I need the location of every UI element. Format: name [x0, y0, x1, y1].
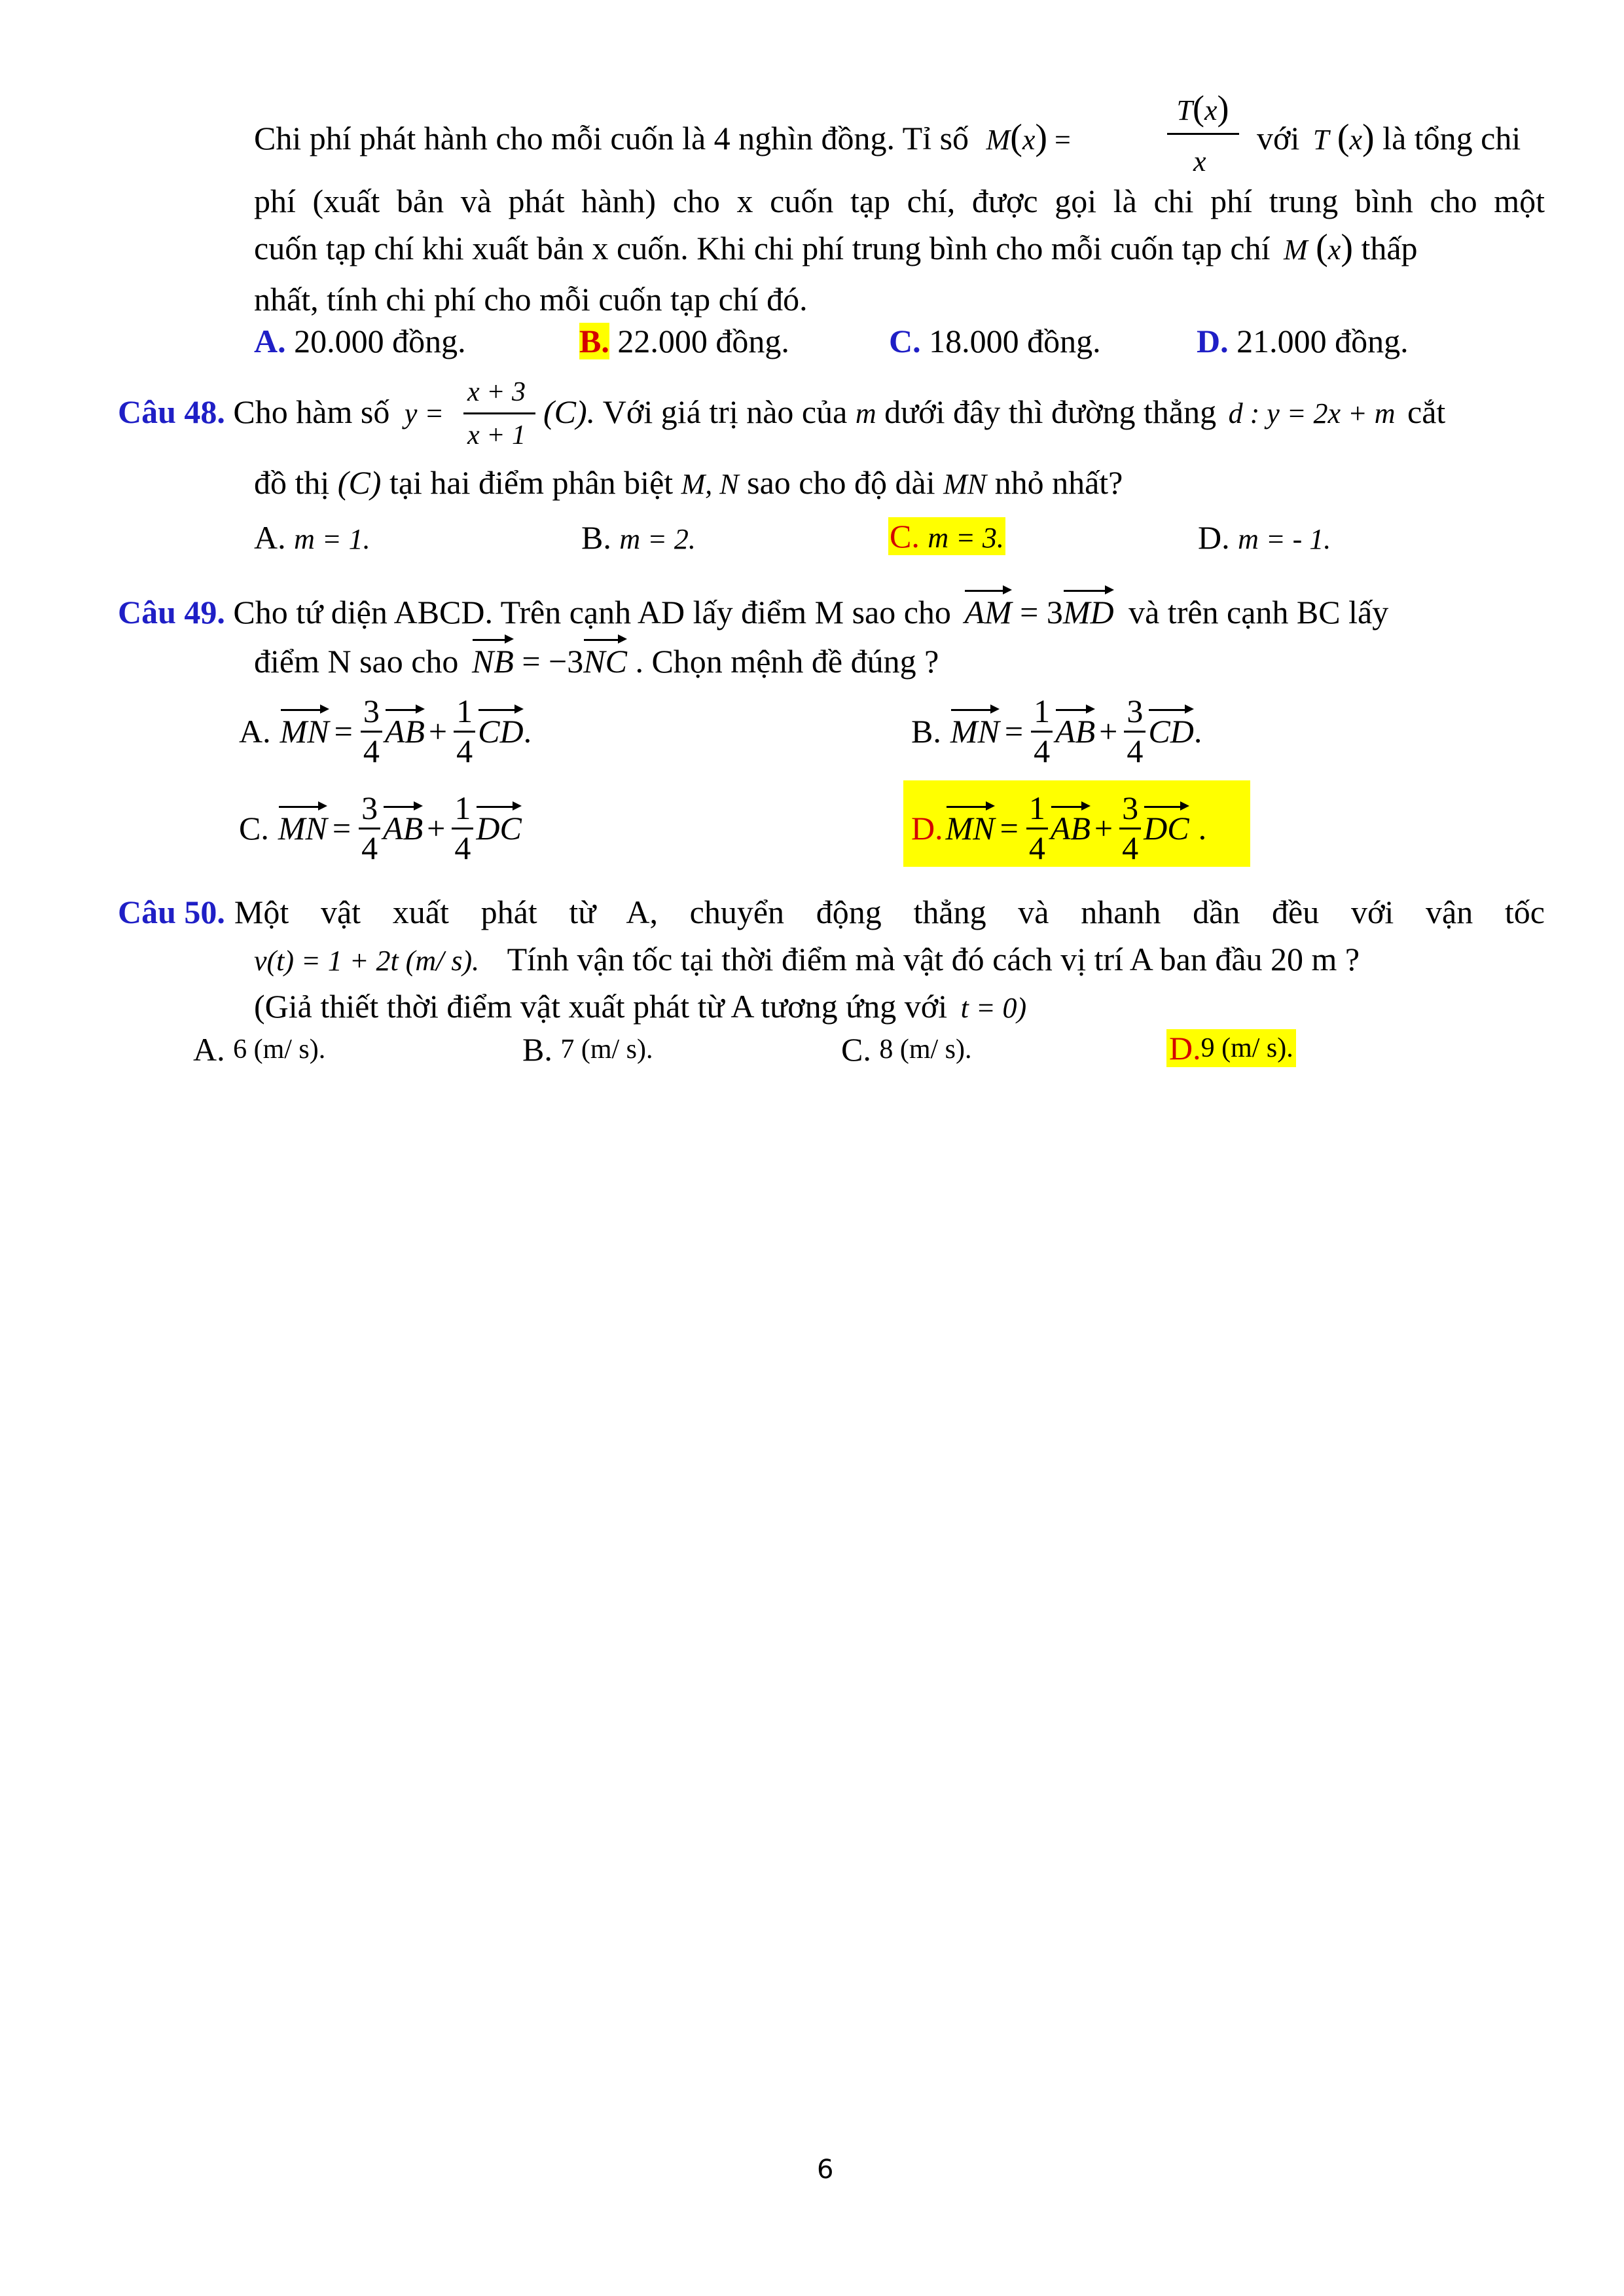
frac-den: 4 [363, 732, 380, 769]
q50-option-a[interactable] [193, 1033, 325, 1066]
q47-line-4: nhất, tính chi phí cho mỗi cuốn tạp chí đó. [254, 281, 808, 318]
fraction [1026, 790, 1048, 867]
option-text: m = 1. [294, 523, 370, 555]
fraction [452, 790, 473, 867]
q47-line-2: phí (xuất bản và phát hành) cho x cuốn tạp chí, được gọi là chi phí trung bình cho một [254, 183, 1545, 219]
q50-line-3 [254, 990, 1026, 1023]
q50-option-d[interactable] [1166, 1029, 1296, 1067]
fraction [359, 790, 380, 867]
option-label: B. [581, 519, 611, 556]
q48-text: dưới đây thì đường thẳng [884, 393, 1217, 430]
q47-text: Chi phí phát hành cho mỗi cuốn là 4 nghìn đồng. Tỉ số [254, 120, 969, 156]
q47-text: với [1257, 120, 1300, 156]
option-text: 20.000 đồng. [294, 323, 466, 359]
vector-term: DC [476, 810, 522, 847]
math-points: M, N [681, 468, 739, 500]
math-T: T [1312, 124, 1329, 156]
q50-line-2 [254, 943, 1360, 975]
q48-text: cắt [1407, 393, 1446, 430]
q47-option-c[interactable] [889, 325, 1101, 357]
frac-num: 1 [452, 790, 473, 829]
q47-frac-den: x [1193, 145, 1206, 177]
q48-option-a[interactable] [254, 521, 370, 554]
q48-text: nhỏ nhất? [994, 464, 1123, 501]
q47-text: thấp [1361, 230, 1418, 266]
fraction [1119, 790, 1141, 867]
math-curve: (C) [337, 464, 382, 501]
option-text: m = 2. [619, 523, 696, 555]
q50-line-1 [118, 896, 1545, 928]
option-label: A. [239, 713, 271, 750]
question-label: Câu 50. [118, 894, 225, 930]
frac-den: 4 [361, 829, 378, 866]
frac-num: 1 [1026, 790, 1048, 829]
option-label: D. [911, 810, 943, 847]
q48-text: sao cho độ dài [747, 464, 935, 501]
fraction [1031, 693, 1053, 770]
vector-MD: MD [1062, 594, 1114, 630]
option-label: C. [841, 1031, 871, 1068]
math-x: x [1022, 124, 1036, 156]
q47-line-1b: với T (x) là tổng chi [1257, 117, 1521, 158]
vector-MN: MN [278, 810, 327, 847]
option-label: B. [579, 323, 609, 359]
q50-option-b[interactable] [522, 1033, 653, 1066]
q48-option-c[interactable] [888, 517, 1005, 555]
frac-num: 3 [1124, 693, 1146, 733]
option-text: 6 (m/ s). [233, 1034, 326, 1065]
math-t0: t = 0) [960, 992, 1027, 1024]
math-eq: = −3 [522, 643, 584, 680]
vector-MN: MN [950, 713, 1000, 750]
math-M: M [986, 124, 1011, 156]
vector-NC: NC [583, 643, 627, 680]
frac-den: 4 [1034, 732, 1051, 769]
fraction [361, 693, 382, 770]
vector-MN: MN [945, 810, 995, 847]
q49-text: và trên cạnh BC lấy [1128, 594, 1389, 630]
q48-line-1 [118, 395, 444, 428]
vector-AB: AB [384, 713, 425, 750]
q48-option-b[interactable] [581, 521, 696, 554]
option-label: D. [1197, 323, 1229, 359]
option-label: A. [254, 519, 286, 556]
q49-line-2 [254, 645, 939, 678]
math-line-eq: d : y = 2x + m [1228, 397, 1396, 429]
fraction [1124, 693, 1146, 770]
q50-option-c[interactable] [841, 1033, 972, 1066]
q47-option-a[interactable] [254, 325, 466, 357]
frac-num: 3 [1119, 790, 1141, 829]
vector-AB: AB [1055, 713, 1096, 750]
q49-line-1 [118, 596, 1388, 629]
vector-MN: MN [280, 713, 329, 750]
q49-option-b[interactable]: B. MN = $\frac{1}{4}$ AB + $\frac{3}{4}$ CD . [911, 693, 1202, 769]
q49-text: . Chọn mệnh đề đúng ? [635, 643, 939, 680]
frac-den: 4 [1127, 732, 1144, 769]
q48-frac-num: x + 3 [467, 377, 526, 407]
option-end: . [1198, 810, 1207, 847]
q48-text: Với giá trị nào của [602, 393, 848, 430]
option-text: m = 3. [928, 522, 1004, 554]
vector-AB: AB [1050, 810, 1091, 847]
page-number: 6 [817, 2155, 834, 2185]
q47-text: cuốn tạp chí khi xuất bản x cuốn. Khi chi phí trung bình cho mỗi cuốn tạp chí [254, 230, 1271, 266]
q50-text: Tính vận tốc tại thời điểm mà vật đó cách vị trí A ban đầu 20 m ? [507, 941, 1360, 977]
option-label: D. [1169, 1030, 1201, 1066]
q50-text: (Giả thiết thời điểm vật xuất phát từ A tương ứng với [254, 988, 948, 1025]
q47-option-d[interactable] [1197, 325, 1409, 357]
option-text: 8 (m/ s). [879, 1034, 972, 1065]
q48-frac-den: x + 1 [467, 420, 526, 450]
math-x: x [1349, 124, 1363, 156]
option-text: m = - 1. [1238, 523, 1331, 555]
q48-line-1b [543, 395, 1445, 428]
option-end: . [1193, 713, 1202, 750]
q48-option-d[interactable] [1198, 521, 1331, 554]
q47-text: là tổng chi [1382, 120, 1521, 156]
option-text: 18.000 đồng. [929, 323, 1101, 359]
math-M: M [1283, 234, 1308, 266]
frac-num: 3 [359, 790, 380, 829]
option-end: . [523, 713, 532, 750]
q49-option-a[interactable]: A. MN = $\frac{3}{4}$ AB + $\frac{1}{4}$ CD . [239, 693, 532, 769]
q48-text: tại hai điểm phân biệt [389, 464, 674, 501]
option-label: A. [193, 1031, 225, 1068]
frac-den: 4 [456, 732, 473, 769]
vector-term: DC [1144, 810, 1189, 847]
option-text: 21.000 đồng. [1236, 323, 1409, 359]
option-label: A. [254, 323, 286, 359]
math-m: m [855, 397, 876, 429]
q49-text: điểm N sao cho [254, 643, 459, 680]
option-label: C. [239, 810, 269, 847]
q47-line-1: Chi phí phát hành cho mỗi cuốn là 4 nghìn đồng. Tỉ số M(x) = [254, 117, 1071, 158]
option-label: B. [522, 1031, 552, 1068]
frac-num: 1 [454, 693, 475, 733]
q47-option-b[interactable] [579, 325, 789, 357]
q48-line-2 [254, 466, 1123, 499]
vector-AB: AB [383, 810, 424, 847]
math-MN: MN [943, 468, 987, 500]
math-eq: = 3 [1020, 594, 1063, 630]
option-label: B. [911, 713, 941, 750]
frac-num: 3 [361, 693, 382, 733]
option-text: 22.000 đồng. [617, 323, 789, 359]
vector-term: CD [1148, 713, 1194, 750]
option-label: C. [890, 518, 920, 555]
question-label: Câu 49. [118, 594, 225, 630]
q48-frac-bar [463, 412, 535, 414]
math-x: x [1327, 234, 1341, 266]
math-x: x [1204, 94, 1218, 126]
vector-term: CD [478, 713, 524, 750]
option-label: C. [889, 323, 921, 359]
option-text: 7 (m/ s). [560, 1034, 653, 1065]
q47-frac-bar [1167, 133, 1239, 135]
vector-NB: NB [471, 643, 514, 680]
frac-num: 1 [1031, 693, 1053, 733]
q48-text: đồ thị [254, 464, 330, 501]
math-y-eq: y = [404, 397, 444, 429]
frac-den: 4 [1028, 829, 1045, 866]
q49-text: Cho tứ diện ABCD. Trên cạnh AD lấy điểm M sao cho [233, 594, 951, 630]
fraction [454, 693, 475, 770]
q49-option-d[interactable]: D. MN = $\frac{1}{4}$ AB + $\frac{3}{4}$ DC . [911, 790, 1207, 866]
option-text: 9 (m/ s). [1200, 1033, 1293, 1063]
q48-text: Cho hàm số [233, 393, 390, 430]
math-T: T [1176, 94, 1193, 126]
math-velocity: v(t) = 1 + 2t (m/ s). [254, 945, 480, 977]
q47-frac-num: T(x) [1176, 88, 1229, 128]
question-label: Câu 48. [118, 393, 225, 430]
q47-line-3: cuốn tạp chí khi xuất bản x cuốn. Khi chi phí trung bình cho mỗi cuốn tạp chí M (x) thấp [254, 227, 1418, 268]
math-curve: (C). [543, 393, 596, 430]
option-label: D. [1198, 519, 1230, 556]
frac-den: 4 [454, 829, 471, 866]
frac-den: 4 [1122, 829, 1139, 866]
vector-AM: AM [964, 594, 1012, 630]
q49-option-c[interactable]: C. MN = $\frac{3}{4}$ AB + $\frac{1}{4}$ DC [239, 790, 522, 866]
q50-text: Một vật xuất phát từ A, chuyển động thẳng và nhanh dần đều với vận tốc [234, 894, 1545, 930]
